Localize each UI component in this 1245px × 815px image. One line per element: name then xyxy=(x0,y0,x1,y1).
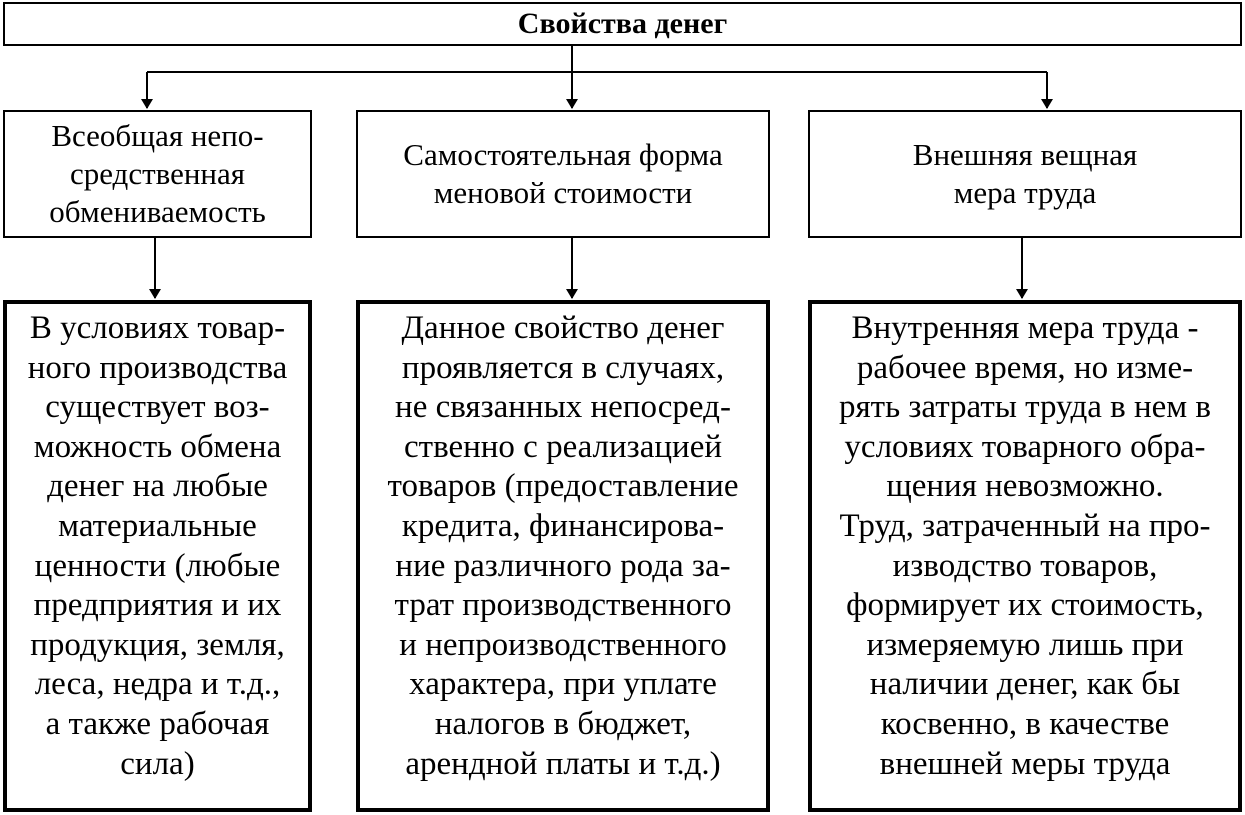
description-text: Данное свойство денег проявляется в случаях, не связанных непосред- ственно с реализацией товаров (предоставление кредита, финансирова- ние различного рода за- трат производственного и непроизводственного характера, при уплате налогов в бюджет, арендной платы и т.д.) xyxy=(387,310,739,782)
property-box-external-measure xyxy=(808,110,1242,238)
description-box-external-measure xyxy=(808,300,1242,812)
property-box-independent-form xyxy=(356,110,770,238)
property-label: Самостоятельная форма меновой стоимости xyxy=(403,137,723,210)
property-box-exchangeability xyxy=(3,110,312,238)
description-text: Внутренняя мера труда - рабочее время, но изме- рять затраты труда в нем в условиях товарного обра- щения невозможно. Труд, затраченный на про- изводство товаров, формирует их стоимость, измеряемую лишь при наличии денег, как бы косвенно, в качестве внешней меры труда xyxy=(838,310,1212,782)
description-box-exchangeability xyxy=(3,300,312,812)
property-label: Внешняя вещная мера труда xyxy=(912,137,1138,210)
description-box-independent-form xyxy=(356,300,770,812)
title-box xyxy=(3,2,1242,46)
description-text: В условиях товар- ного производства существует воз- можность обмена денег на любые материальные ценности (любые предприятия и их продукция, земля, леса, недра и т.д., а также рабочая сила) xyxy=(27,310,288,782)
property-label: Всеобщая непо- средственная обмениваемость xyxy=(49,118,266,229)
diagram-title: Свойства денег xyxy=(517,7,728,40)
